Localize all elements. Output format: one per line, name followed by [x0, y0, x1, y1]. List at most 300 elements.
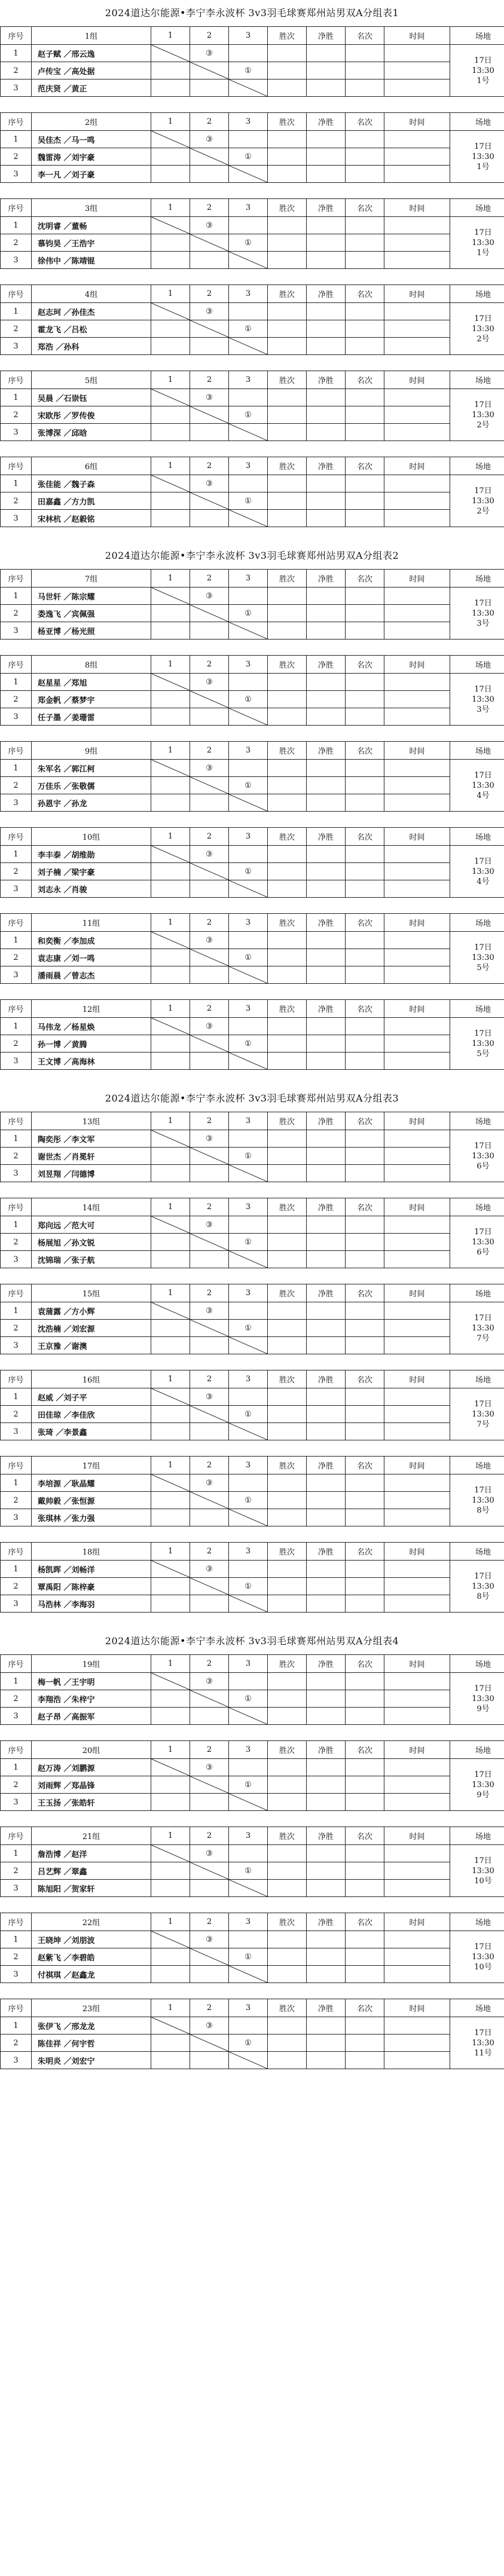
rank-cell — [346, 1759, 384, 1776]
col-3-header: 3 — [229, 1827, 268, 1845]
self-match-cell — [151, 1388, 190, 1406]
table-row — [1, 1423, 504, 1440]
score-cell — [229, 1673, 268, 1690]
table-row — [1, 760, 504, 777]
diagonal-line — [151, 1845, 190, 1862]
wins-cell — [268, 45, 307, 62]
group-header-row — [1, 371, 504, 389]
net-cell — [307, 492, 346, 510]
self-match-cell — [229, 708, 268, 726]
seq-number: 3 — [1, 1880, 32, 1897]
time-header: 时间 — [384, 1543, 450, 1561]
schedule-court: 1号 — [476, 76, 490, 85]
wins-cell — [268, 1406, 307, 1423]
self-match-cell — [229, 966, 268, 984]
schedule-cell — [450, 1931, 504, 1983]
score-cell — [190, 1880, 229, 1897]
net-header: 净胜 — [307, 1999, 346, 2017]
rank-cell — [346, 1302, 384, 1320]
schedule-time: 13:30 — [472, 496, 494, 506]
rank-cell — [346, 79, 384, 97]
seq-number: 1 — [1, 846, 32, 863]
rank-cell — [346, 1018, 384, 1035]
seq-header: 序号 — [1, 1000, 32, 1018]
score-cell: ① — [229, 1578, 268, 1595]
seq-number: 2 — [1, 1406, 32, 1423]
score-cell — [190, 1794, 229, 1811]
seq-number: 1 — [1, 475, 32, 492]
venue-header: 场地 — [450, 1999, 504, 2017]
seq-header: 序号 — [1, 1655, 32, 1673]
group-label: 22组 — [32, 1913, 151, 1931]
player-pair-name: 沈浩楠 ／刘宏源 — [32, 1320, 151, 1337]
group-table — [0, 198, 504, 269]
seq-header: 序号 — [1, 1543, 32, 1561]
group-label: 5组 — [32, 371, 151, 389]
col-1-header: 1 — [151, 1999, 190, 2017]
col-3-header: 3 — [229, 1457, 268, 1474]
seq-number: 2 — [1, 1690, 32, 1708]
diagonal-line — [190, 1776, 228, 1793]
wins-cell — [268, 1966, 307, 1983]
group-table — [0, 26, 504, 97]
group-label: 8组 — [32, 656, 151, 674]
wins-cell — [268, 1759, 307, 1776]
schedule-cell — [450, 1216, 504, 1268]
time-header: 时间 — [384, 457, 450, 475]
time-cell — [384, 389, 450, 406]
diagonal-line — [229, 424, 267, 440]
schedule-cell — [450, 1561, 504, 1613]
group-table — [0, 284, 504, 355]
rank-cell — [346, 217, 384, 234]
score-cell — [151, 1880, 190, 1897]
seq-number: 1 — [1, 674, 32, 691]
player-pair-name: 赵紫飞 ／李碧皓 — [32, 1948, 151, 1966]
seq-number: 2 — [1, 234, 32, 252]
wins-cell — [268, 1845, 307, 1862]
net-cell — [307, 2035, 346, 2052]
time-cell — [384, 131, 450, 148]
schedule-date: 17日 — [474, 1227, 492, 1237]
player-pair-name: 袁蒲露 ／方小辉 — [32, 1302, 151, 1320]
time-cell — [384, 846, 450, 863]
col-1-header: 1 — [151, 570, 190, 588]
player-pair-name: 郑金帆 ／蔡梦宇 — [32, 691, 151, 708]
seq-number: 2 — [1, 1148, 32, 1165]
time-cell — [384, 148, 450, 166]
col-3-header: 3 — [229, 1913, 268, 1931]
score-cell: ③ — [190, 1018, 229, 1035]
group-header-row — [1, 285, 504, 303]
group-table — [0, 827, 504, 898]
group-header-row — [1, 1370, 504, 1388]
seq-number: 3 — [1, 79, 32, 97]
time-cell — [384, 510, 450, 527]
self-match-cell — [229, 79, 268, 97]
wins-cell — [268, 1216, 307, 1234]
self-match-cell — [229, 1251, 268, 1268]
col-2-header: 2 — [190, 1112, 229, 1130]
seq-number: 1 — [1, 1931, 32, 1948]
score-cell — [151, 1035, 190, 1053]
table-row — [1, 1302, 504, 1320]
table-row — [1, 1794, 504, 1811]
score-cell: ③ — [190, 588, 229, 605]
seq-number: 1 — [1, 588, 32, 605]
seq-number: 3 — [1, 1337, 32, 1354]
wins-header: 胜次 — [268, 1112, 307, 1130]
score-cell: ① — [229, 1234, 268, 1251]
time-cell — [384, 406, 450, 424]
score-cell — [151, 252, 190, 269]
net-header: 净胜 — [307, 285, 346, 303]
group-label: 3组 — [32, 199, 151, 217]
diagonal-line — [229, 338, 267, 354]
score-cell: ③ — [190, 1759, 229, 1776]
diagonal-line — [229, 252, 267, 268]
wins-header: 胜次 — [268, 656, 307, 674]
score-cell: ① — [229, 1320, 268, 1337]
seq-number: 2 — [1, 1862, 32, 1880]
diagonal-line — [190, 148, 228, 165]
rank-cell — [346, 1578, 384, 1595]
diagonal-line — [190, 320, 228, 337]
rank-cell — [346, 1234, 384, 1251]
time-cell — [384, 708, 450, 726]
col-3-header: 3 — [229, 742, 268, 760]
table-row — [1, 880, 504, 898]
score-cell: ① — [229, 148, 268, 166]
schedule-date: 17日 — [474, 1942, 492, 1951]
col-2-header: 2 — [190, 1457, 229, 1474]
group-table — [0, 913, 504, 984]
score-cell: ① — [229, 1862, 268, 1880]
venue-header: 场地 — [450, 828, 504, 846]
score-cell: ① — [229, 1406, 268, 1423]
seq-number: 3 — [1, 1053, 32, 1070]
table-row — [1, 1018, 504, 1035]
time-cell — [384, 622, 450, 640]
table-row — [1, 510, 504, 527]
score-cell — [151, 1406, 190, 1423]
net-cell — [307, 1708, 346, 1725]
net-header: 净胜 — [307, 1741, 346, 1759]
player-pair-name: 覃禹阳 ／陈梓豪 — [32, 1578, 151, 1595]
seq-number: 3 — [1, 2052, 32, 2069]
table-row — [1, 846, 504, 863]
score-cell: ① — [229, 234, 268, 252]
diagonal-line — [151, 1759, 190, 1776]
net-cell — [307, 148, 346, 166]
net-header: 净胜 — [307, 1913, 346, 1931]
rank-cell — [346, 863, 384, 880]
rank-cell — [346, 846, 384, 863]
score-cell — [151, 1509, 190, 1526]
diagonal-line — [190, 777, 228, 794]
diagonal-line — [229, 708, 267, 725]
net-cell — [307, 1966, 346, 1983]
score-cell — [190, 424, 229, 441]
table-row — [1, 320, 504, 338]
score-cell — [151, 234, 190, 252]
seq-number: 2 — [1, 1035, 32, 1053]
rank-cell — [346, 1948, 384, 1966]
net-cell — [307, 846, 346, 863]
schedule-court: 6号 — [476, 1161, 490, 1171]
group-table — [0, 371, 504, 441]
net-cell — [307, 475, 346, 492]
table-row — [1, 1216, 504, 1234]
self-match-cell — [229, 1165, 268, 1182]
player-pair-name: 郑浩 ／孙科 — [32, 338, 151, 355]
net-cell — [307, 234, 346, 252]
col-3-header: 3 — [229, 199, 268, 217]
score-cell — [229, 1759, 268, 1776]
time-cell — [384, 777, 450, 794]
net-cell — [307, 79, 346, 97]
schedule-cell — [450, 1018, 504, 1070]
net-header: 净胜 — [307, 371, 346, 389]
time-header: 时间 — [384, 828, 450, 846]
diagonal-line — [190, 605, 228, 622]
wins-cell — [268, 1931, 307, 1948]
table-row — [1, 1337, 504, 1354]
seq-number: 3 — [1, 1794, 32, 1811]
seq-number: 2 — [1, 62, 32, 79]
player-pair-name: 朱军名 ／郭江柯 — [32, 760, 151, 777]
score-cell — [151, 1492, 190, 1509]
wins-header: 胜次 — [268, 199, 307, 217]
wins-header: 胜次 — [268, 285, 307, 303]
diagonal-line — [229, 2052, 267, 2069]
diagonal-line — [151, 389, 190, 406]
seq-number: 2 — [1, 1578, 32, 1595]
self-match-cell — [229, 1337, 268, 1354]
wins-cell — [268, 1690, 307, 1708]
col-1-header: 1 — [151, 199, 190, 217]
wins-cell — [268, 303, 307, 320]
schedule-court: 9号 — [476, 1790, 490, 1800]
wins-header: 胜次 — [268, 371, 307, 389]
net-cell — [307, 1759, 346, 1776]
rank-header: 名次 — [346, 199, 384, 217]
score-cell — [151, 1794, 190, 1811]
time-cell — [384, 475, 450, 492]
time-cell — [384, 1018, 450, 1035]
net-cell — [307, 1234, 346, 1251]
wins-cell — [268, 166, 307, 183]
table-row — [1, 1595, 504, 1613]
self-match-cell — [229, 1509, 268, 1526]
seq-number: 1 — [1, 1388, 32, 1406]
time-cell — [384, 1880, 450, 1897]
col-1-header: 1 — [151, 27, 190, 45]
schedule-time: 13:30 — [472, 238, 494, 247]
self-match-cell — [151, 932, 190, 949]
net-header: 净胜 — [307, 1284, 346, 1302]
net-cell — [307, 338, 346, 355]
net-cell — [307, 1880, 346, 1897]
time-header: 时间 — [384, 1999, 450, 2017]
net-cell — [307, 1845, 346, 1862]
player-pair-name: 李翔浩 ／朱梓宁 — [32, 1690, 151, 1708]
seq-number: 2 — [1, 1776, 32, 1794]
wins-header: 胜次 — [268, 457, 307, 475]
wins-header: 胜次 — [268, 1655, 307, 1673]
self-match-cell — [151, 674, 190, 691]
net-cell — [307, 166, 346, 183]
col-1-header: 1 — [151, 742, 190, 760]
wins-header: 胜次 — [268, 1827, 307, 1845]
score-cell: ③ — [190, 217, 229, 234]
score-cell: ③ — [190, 131, 229, 148]
schedule-time: 13:30 — [472, 1323, 494, 1333]
col-3-header: 3 — [229, 113, 268, 131]
time-cell — [384, 303, 450, 320]
net-cell — [307, 406, 346, 424]
rank-cell — [346, 1708, 384, 1725]
self-match-cell — [151, 1931, 190, 1948]
schedule-cell — [450, 2017, 504, 2069]
score-cell — [151, 1423, 190, 1440]
diagonal-line — [190, 949, 228, 966]
group-header-row — [1, 914, 504, 932]
wins-header: 胜次 — [268, 828, 307, 846]
diagonal-line — [151, 45, 190, 62]
wins-header: 胜次 — [268, 1543, 307, 1561]
time-cell — [384, 1474, 450, 1492]
net-cell — [307, 1216, 346, 1234]
table-row — [1, 691, 504, 708]
time-cell — [384, 45, 450, 62]
schedule-time: 13:30 — [472, 781, 494, 790]
time-header: 时间 — [384, 1913, 450, 1931]
group-header-row — [1, 1999, 504, 2017]
score-cell — [151, 79, 190, 97]
self-match-cell — [229, 794, 268, 812]
score-cell: ③ — [190, 2017, 229, 2035]
player-pair-name: 王京豫 ／谢澳 — [32, 1337, 151, 1354]
table-row — [1, 1251, 504, 1268]
group-table — [0, 1456, 504, 1526]
col-2-header: 2 — [190, 914, 229, 932]
self-match-cell — [229, 2052, 268, 2069]
seq-header: 序号 — [1, 1741, 32, 1759]
group-label: 10组 — [32, 828, 151, 846]
score-cell: ① — [229, 863, 268, 880]
schedule-date: 17日 — [474, 2028, 492, 2037]
schedule-time: 13:30 — [472, 1237, 494, 1247]
self-match-cell — [229, 510, 268, 527]
seq-number: 1 — [1, 131, 32, 148]
col-2-header: 2 — [190, 1999, 229, 2017]
self-match-cell — [151, 1216, 190, 1234]
player-pair-name: 吕艺辉 ／翠鑫 — [32, 1862, 151, 1880]
self-match-cell — [190, 2035, 229, 2052]
rank-cell — [346, 1690, 384, 1708]
venue-header: 场地 — [450, 1112, 504, 1130]
venue-header: 场地 — [450, 1827, 504, 1845]
group-label: 1组 — [32, 27, 151, 45]
table-row — [1, 1759, 504, 1776]
player-pair-name: 梅一帆 ／王宇明 — [32, 1673, 151, 1690]
score-cell: ③ — [190, 1931, 229, 1948]
diagonal-line — [151, 1673, 190, 1690]
score-cell — [229, 475, 268, 492]
group-label: 16组 — [32, 1370, 151, 1388]
score-cell: ① — [229, 777, 268, 794]
self-match-cell — [229, 1708, 268, 1725]
schedule-court: 11号 — [474, 2048, 492, 2058]
rank-header: 名次 — [346, 1913, 384, 1931]
seq-header: 序号 — [1, 1827, 32, 1845]
wins-cell — [268, 1035, 307, 1053]
rank-header: 名次 — [346, 27, 384, 45]
score-cell — [190, 338, 229, 355]
wins-cell — [268, 1492, 307, 1509]
schedule-time: 13:30 — [472, 695, 494, 704]
net-header: 净胜 — [307, 457, 346, 475]
wins-header: 胜次 — [268, 1000, 307, 1018]
time-cell — [384, 234, 450, 252]
seq-header: 序号 — [1, 113, 32, 131]
rank-cell — [346, 131, 384, 148]
score-cell — [151, 691, 190, 708]
time-cell — [384, 1388, 450, 1406]
table-row — [1, 1165, 504, 1182]
wins-header: 胜次 — [268, 1913, 307, 1931]
score-cell — [229, 1216, 268, 1234]
table-row — [1, 674, 504, 691]
time-header: 时间 — [384, 199, 450, 217]
time-cell — [384, 1708, 450, 1725]
score-cell — [229, 45, 268, 62]
time-cell — [384, 217, 450, 234]
net-cell — [307, 1130, 346, 1148]
wins-cell — [268, 1251, 307, 1268]
time-cell — [384, 1423, 450, 1440]
group-header-row — [1, 27, 504, 45]
col-3-header: 3 — [229, 457, 268, 475]
self-match-cell — [229, 880, 268, 898]
self-match-cell — [229, 1423, 268, 1440]
wins-cell — [268, 79, 307, 97]
net-cell — [307, 510, 346, 527]
table-row — [1, 605, 504, 622]
time-cell — [384, 1053, 450, 1070]
time-cell — [384, 2035, 450, 2052]
rank-cell — [346, 966, 384, 984]
seq-number: 1 — [1, 1302, 32, 1320]
rank-header: 名次 — [346, 1543, 384, 1561]
schedule-date: 17日 — [474, 598, 492, 608]
schedule-time: 13:30 — [472, 152, 494, 161]
time-cell — [384, 1595, 450, 1613]
player-pair-name: 李培源 ／耿晶耀 — [32, 1474, 151, 1492]
time-cell — [384, 338, 450, 355]
schedule-time: 13:30 — [472, 1409, 494, 1419]
schedule-time: 13:30 — [472, 66, 494, 75]
player-pair-name: 田嘉鑫 ／方力凯 — [32, 492, 151, 510]
wins-cell — [268, 389, 307, 406]
diagonal-line — [151, 217, 190, 234]
seq-number: 1 — [1, 1130, 32, 1148]
score-cell — [151, 1948, 190, 1966]
seq-header: 序号 — [1, 1457, 32, 1474]
wins-cell — [268, 1862, 307, 1880]
wins-cell — [268, 1337, 307, 1354]
